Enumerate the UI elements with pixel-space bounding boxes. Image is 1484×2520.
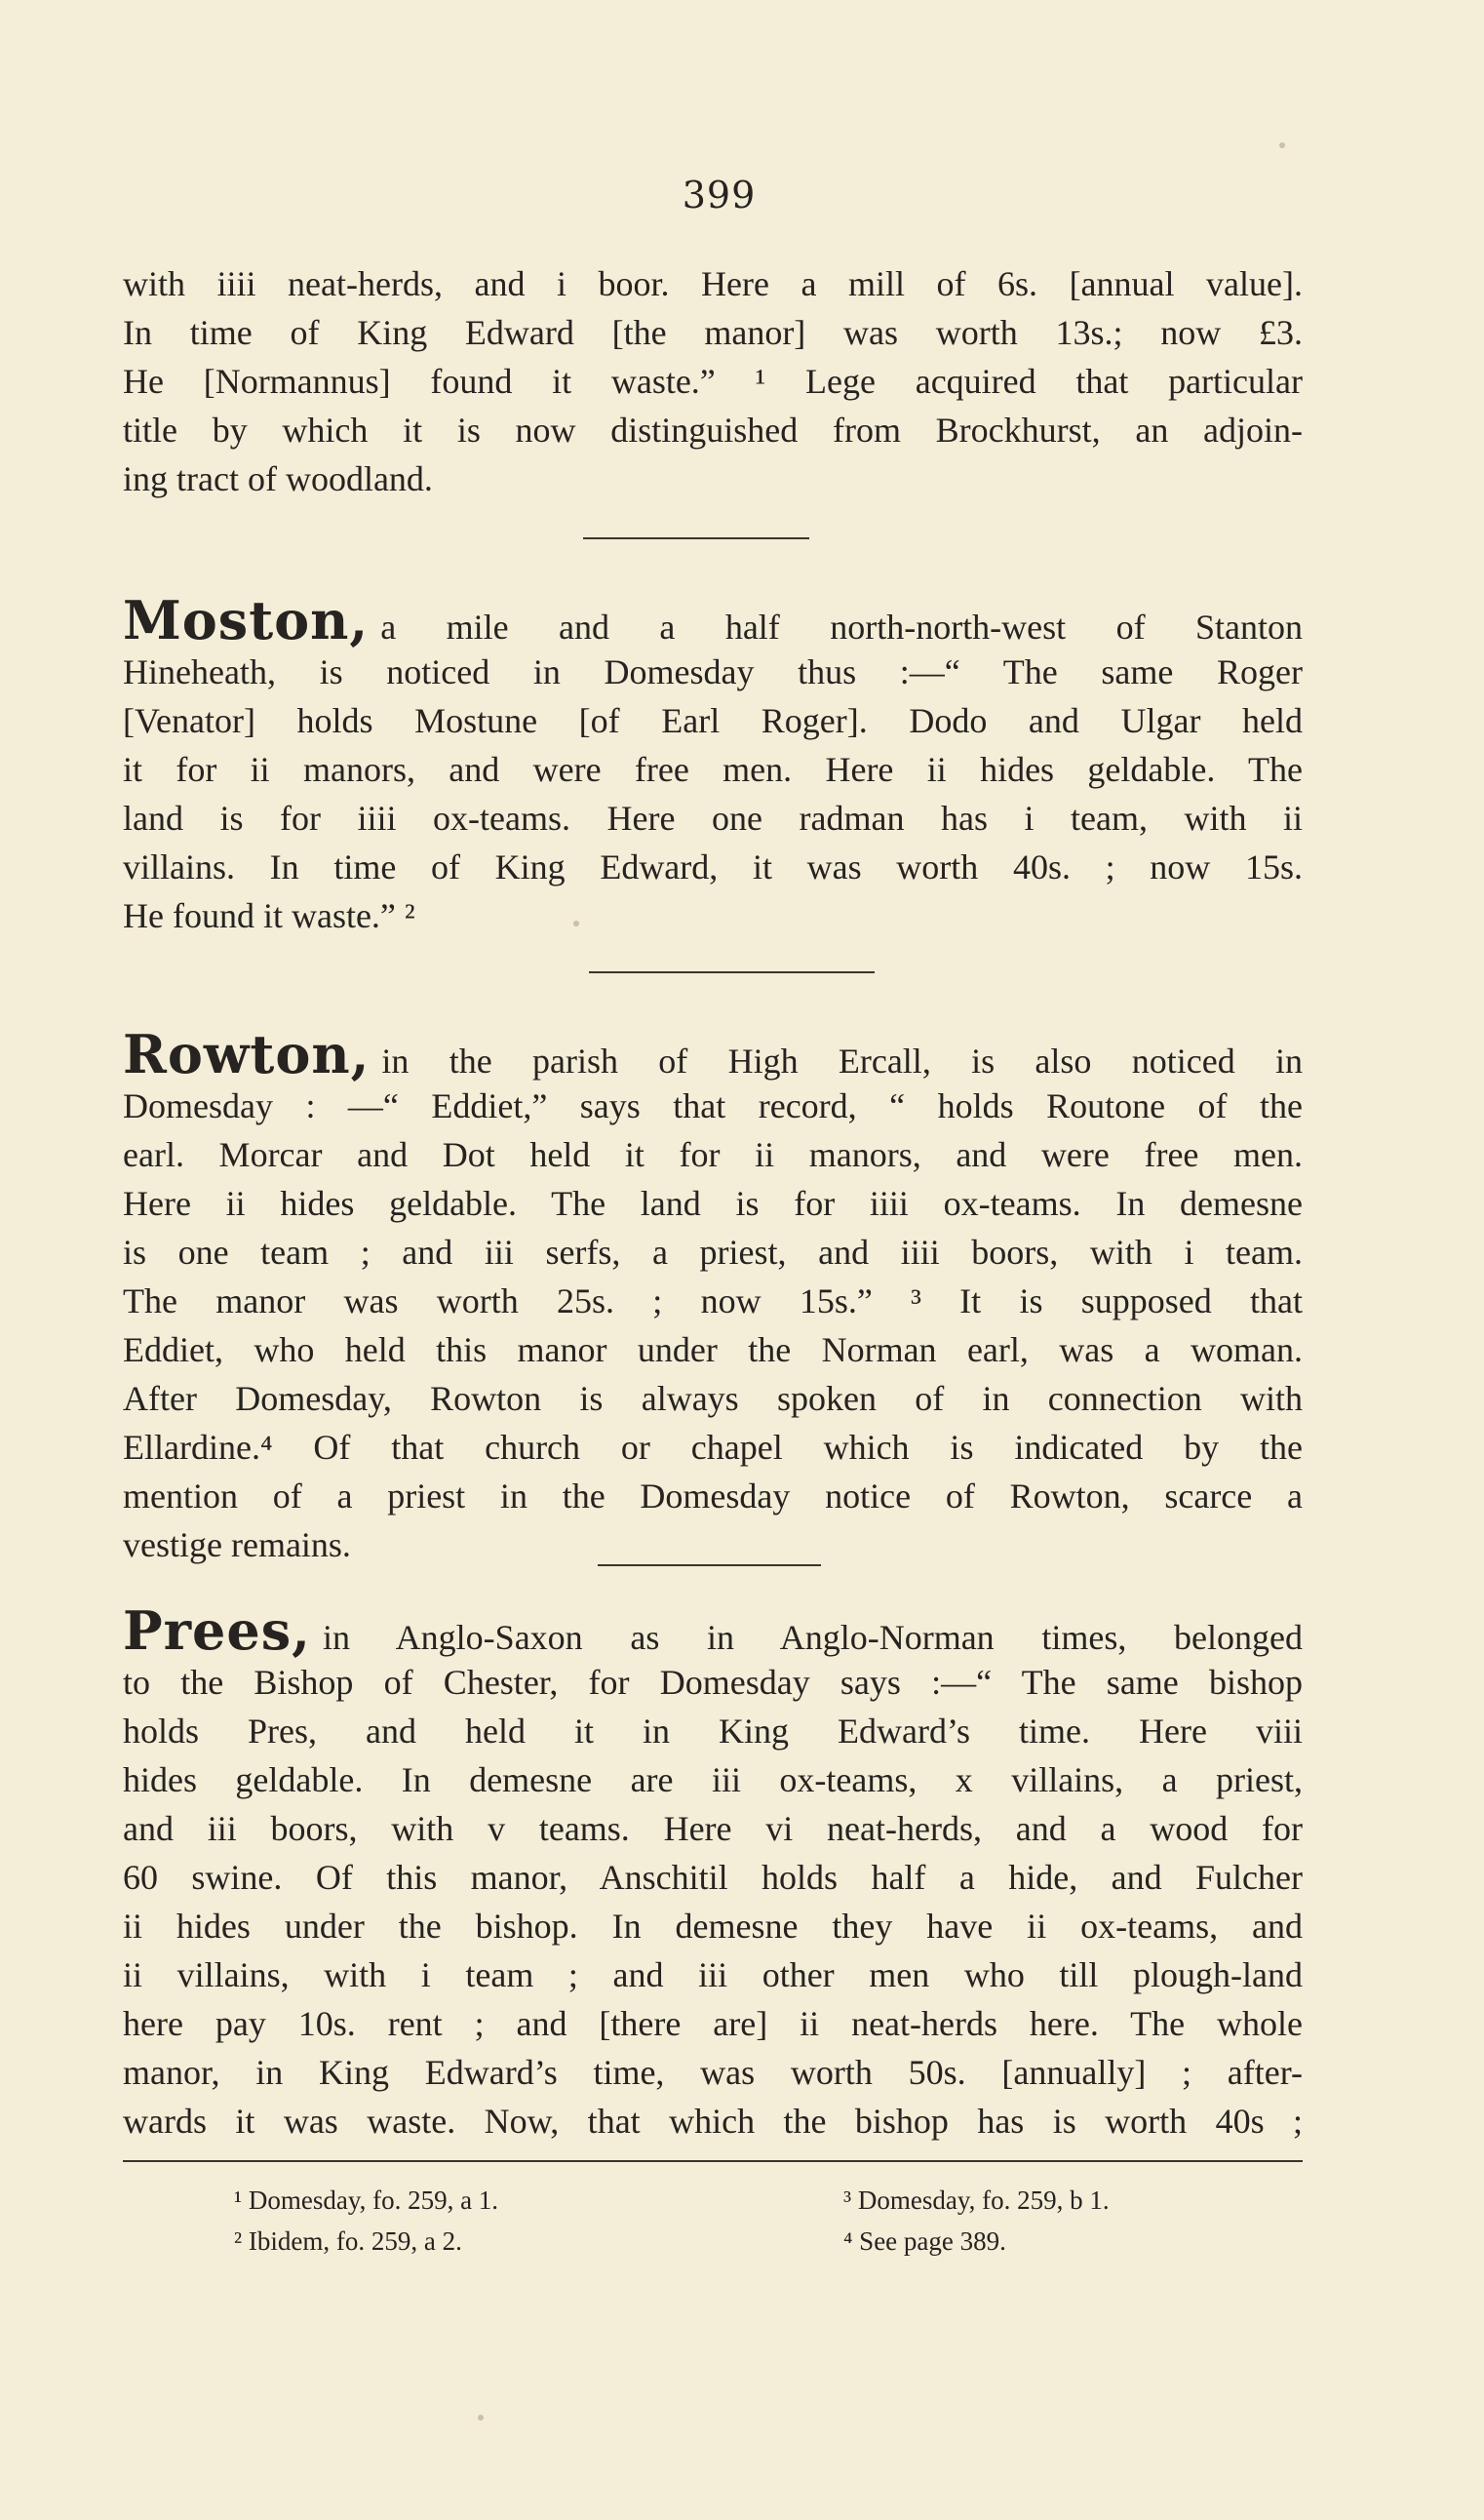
section-divider bbox=[583, 537, 809, 539]
footnote-text: Domesday, fo. 259, b 1. bbox=[857, 2185, 1110, 2215]
text-line-rest: a mile and a half north-north-west of Stanton bbox=[380, 608, 1303, 647]
text-line: with iiii neat-herds, and i boor. Here a mill of 6s. [annual value]. bbox=[123, 264, 1303, 303]
footnote-4 bbox=[843, 2221, 1006, 2262]
footnote-1 bbox=[234, 2180, 498, 2221]
text-line: Ellardine.⁴ Of that church or chapel which is indicated by the bbox=[123, 1428, 1303, 1467]
text-line: Here ii hides geldable. The land is for iiii ox-teams. In demesne bbox=[123, 1184, 1303, 1223]
section-heading-prees: Prees, bbox=[123, 1599, 311, 1662]
text-line: earl. Morcar and Dot held it for ii manors, and were free men. bbox=[123, 1135, 1303, 1174]
footnote-text: Domesday, fo. 259, a 1. bbox=[248, 2185, 499, 2215]
text-line: He found it waste.” ² bbox=[123, 896, 415, 935]
paragraph-moston bbox=[123, 589, 1303, 940]
footnote-mark: ¹ bbox=[234, 2185, 243, 2215]
text-line: villains. In time of King Edward, it was worth 40s. ; now 15s. bbox=[123, 847, 1303, 886]
paragraph-continuation bbox=[123, 259, 1303, 503]
section-divider bbox=[598, 1564, 821, 1566]
text-line: here pay 10s. rent ; and [there are] ii neat-herds here. The whole bbox=[123, 2004, 1303, 2043]
text-line: [Venator] holds Mostune [of Earl Roger]. Dodo and Ulgar held bbox=[123, 701, 1303, 740]
text-line: After Domesday, Rowton is always spoken of in connection with bbox=[123, 1379, 1303, 1418]
section-divider bbox=[589, 971, 875, 973]
footnote-text: Ibidem, fo. 259, a 2. bbox=[248, 2226, 462, 2256]
page-number: 399 bbox=[682, 174, 757, 217]
text-line: to the Bishop of Chester, for Domesday says :—“ The same bishop bbox=[123, 1663, 1303, 1702]
text-line: 60 swine. Of this manor, Anschitil holds half a hide, and Fulcher bbox=[123, 1858, 1303, 1897]
text-line: manor, in King Edward’s time, was worth 50s. [annually] ; after- bbox=[123, 2053, 1303, 2092]
text-line: ii hides under the bishop. In demesne they have ii ox-teams, and bbox=[123, 1907, 1303, 1946]
text-line: is one team ; and iii serfs, a priest, and iiii boors, with i team. bbox=[123, 1233, 1303, 1272]
text-line: it for ii manors, and were free men. Here ii hides geldable. The bbox=[123, 750, 1303, 789]
footnote-mark: ² bbox=[234, 2226, 243, 2256]
text-line: and iii boors, with v teams. Here vi neat-herds, and a wood for bbox=[123, 1809, 1303, 1848]
text-line: The manor was worth 25s. ; now 15s.” ³ It is supposed that bbox=[123, 1281, 1303, 1320]
text-line: Eddiet, who held this manor under the Norman earl, was a woman. bbox=[123, 1330, 1303, 1369]
text-line: Domesday : —“ Eddiet,” says that record, “ holds Routone of the bbox=[123, 1086, 1303, 1125]
paper-speck bbox=[1279, 142, 1285, 148]
paper-speck bbox=[573, 921, 579, 926]
text-line: He [Normannus] found it waste.” ¹ Lege acquired that particular bbox=[123, 362, 1303, 401]
text-line: holds Pres, and held it in King Edward’s time. Here viii bbox=[123, 1712, 1303, 1751]
text-line: title by which it is now distinguished from Brockhurst, an adjoin- bbox=[123, 411, 1303, 450]
text-line: Hineheath, is noticed in Domesday thus :—“ The same Roger bbox=[123, 652, 1303, 691]
footnote-mark: ⁴ bbox=[843, 2226, 853, 2256]
footnote-text: See page 389. bbox=[859, 2226, 1006, 2256]
text-line: wards it was waste. Now, that which the bishop has is worth 40s ; bbox=[123, 2102, 1303, 2141]
paragraph-rowton bbox=[123, 1023, 1303, 1569]
text-line: hides geldable. In demesne are iii ox-teams, x villains, a priest, bbox=[123, 1760, 1303, 1799]
paragraph-prees bbox=[123, 1599, 1303, 2146]
footnote-divider bbox=[123, 2160, 1303, 2162]
text-line: In time of King Edward [the manor] was worth 13s.; now £3. bbox=[123, 313, 1303, 352]
text-line-rest: in Anglo-Saxon as in Anglo-Norman times, belonged bbox=[322, 1618, 1303, 1657]
footnote-mark: ³ bbox=[843, 2185, 852, 2215]
text-line: ing tract of woodland. bbox=[123, 459, 433, 498]
paper-speck bbox=[478, 2415, 484, 2421]
text-line bbox=[123, 589, 1303, 651]
text-line: ii villains, with i team ; and iii other men who till plough-land bbox=[123, 1955, 1303, 1994]
footnote-3 bbox=[843, 2180, 1110, 2221]
text-line bbox=[123, 1023, 1303, 1085]
text-line-rest: in the parish of High Ercall, is also noticed in bbox=[381, 1042, 1303, 1081]
section-heading-rowton: Rowton, bbox=[123, 1023, 371, 1085]
text-line bbox=[123, 1599, 1303, 1662]
text-line: mention of a priest in the Domesday notice of Rowton, scarce a bbox=[123, 1477, 1303, 1516]
text-line: vestige remains. bbox=[123, 1525, 351, 1564]
text-line: land is for iiii ox-teams. Here one radman has i team, with ii bbox=[123, 799, 1303, 838]
footnote-2 bbox=[234, 2221, 462, 2262]
section-heading-moston: Moston, bbox=[123, 589, 370, 651]
